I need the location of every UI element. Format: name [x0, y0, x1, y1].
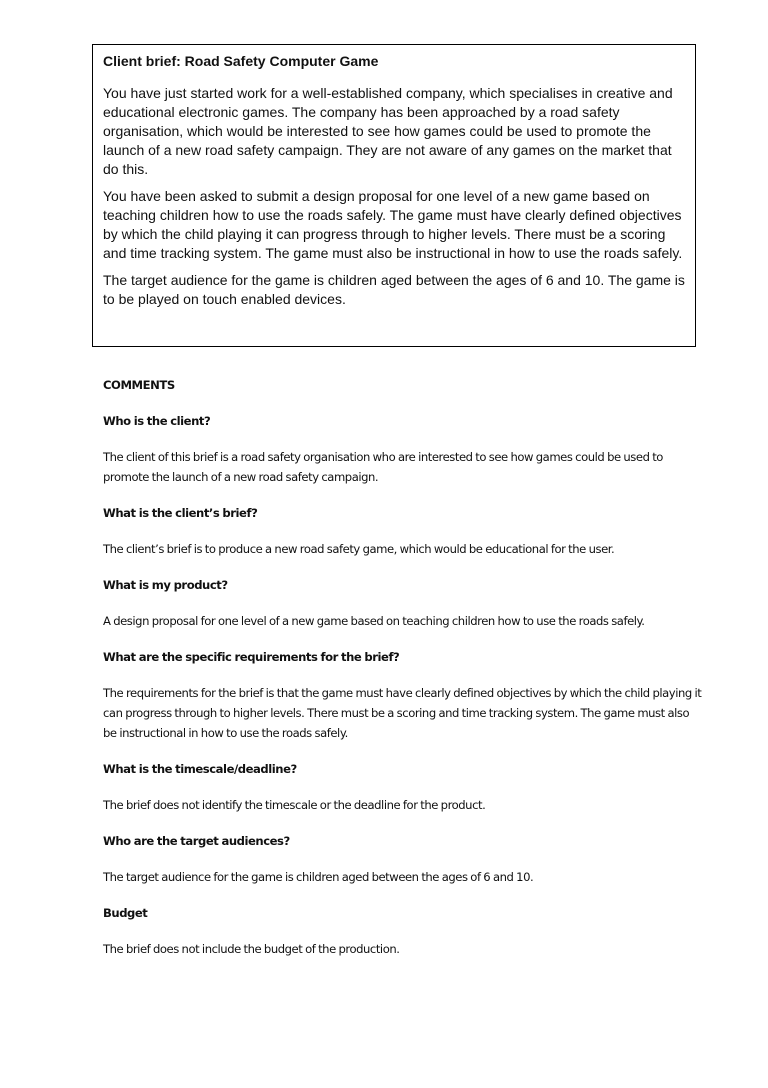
brief-paragraph-audience: The target audience for the game is children aged between the ages of 6 and 10. The game is to be played on touch enabled devices.	[103, 272, 685, 307]
question-timescale: What is the timescale/deadline?	[103, 762, 297, 776]
answer-budget: The brief does not include the budget of the production.	[103, 942, 400, 956]
answer-timescale: The brief does not identify the timescale or the deadline for the product.	[103, 798, 486, 812]
brief-paragraph-intro: You have just started work for a well-established company, which specialises in creative and educational electronic games. The company has been approached by a road safety organisation, which would be interested to see how games could be used to promote the launch of a new road safety campaign. They are not aware of any games on the market that do this.	[103, 85, 673, 177]
question-clients-brief: What is the client’s brief?	[103, 506, 258, 520]
comments-heading: COMMENTS	[103, 378, 175, 392]
answer-client: The client of this brief is a road safety organisation who are interested to see how games could be used to promote the launch of a new road safety campaign.	[103, 450, 663, 484]
brief-paragraph-task: You have been asked to submit a design proposal for one level of a new game based on teaching children how to use the roads safely. The game must have clearly defined objectives by which the child playing it can progress through to higher levels. There must be a scoring and time tracking system. The game must also be instructional in how to use the roads safely.	[103, 188, 683, 261]
question-budget: Budget	[103, 906, 148, 920]
answer-clients-brief: The client’s brief is to produce a new road safety game, which would be educational for the user.	[103, 542, 615, 556]
answer-target-audience: The target audience for the game is children aged between the ages of 6 and 10.	[103, 870, 534, 884]
client-brief-box	[92, 44, 696, 347]
answer-requirements: The requirements for the brief is that the game must have clearly defined objectives by which the child playing it can progress through to higher levels. There must be a scoring and time tracking system. The game must also be instructional in how to use the roads safely.	[103, 686, 702, 740]
comments-section	[103, 375, 703, 975]
question-product: What is my product?	[103, 578, 228, 592]
answer-product: A design proposal for one level of a new game based on teaching children how to use the roads safely.	[103, 614, 645, 628]
question-target-audience: Who are the target audiences?	[103, 834, 290, 848]
question-requirements: What are the specific requirements for the brief?	[103, 650, 400, 664]
question-client: Who is the client?	[103, 414, 211, 428]
brief-title: Client brief: Road Safety Computer Game	[103, 53, 379, 69]
